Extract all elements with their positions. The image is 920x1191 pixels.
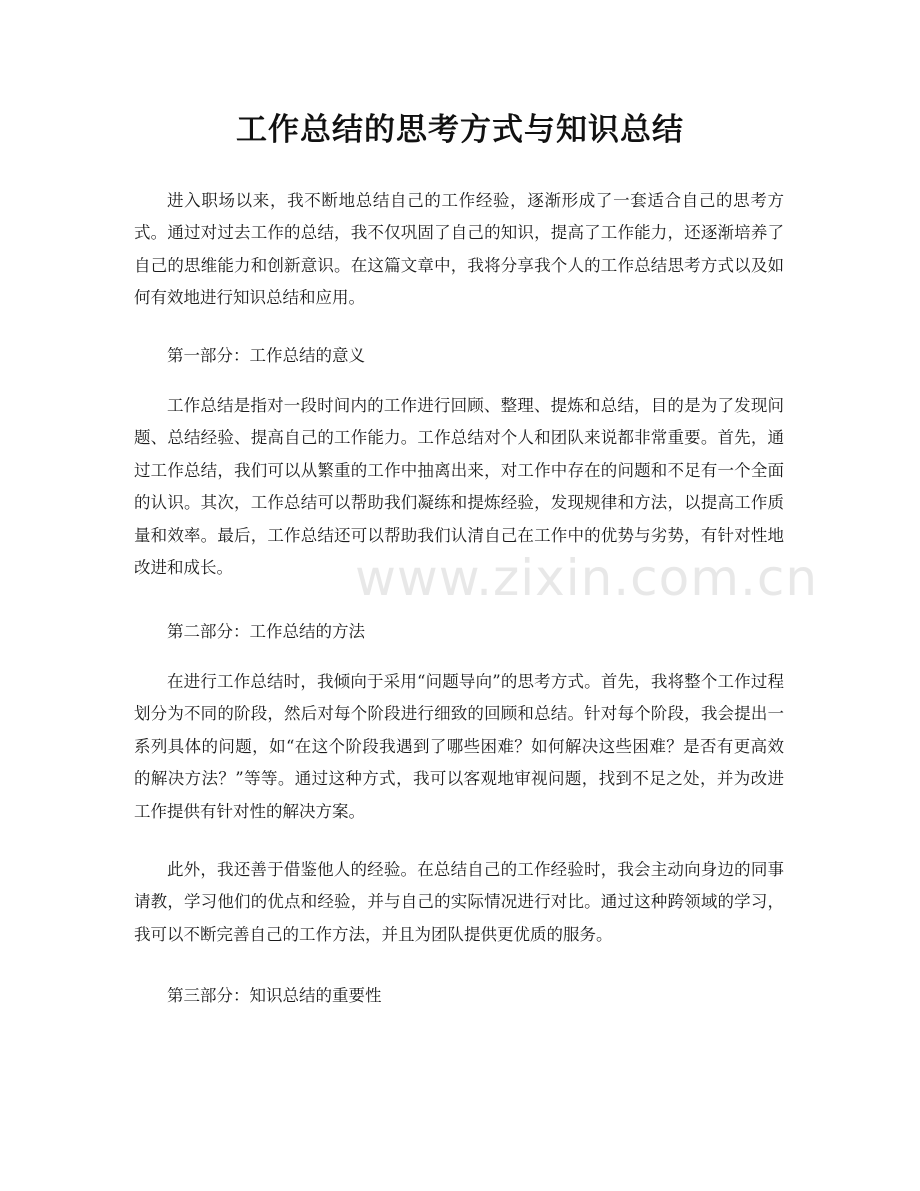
intro-paragraph: 进入职场以来，我不断地总结自己的工作经验，逐渐形成了一套适合自己的思考方式。通过对过去工作的总结，我不仅巩固了自己的知识，提高了工作能力，还逐渐培养了自己的思维能力和创新意识。在这篇文章中，我将分享我个人的工作总结思考方式以及如何有效地进行知识总结和应用。 (134, 191, 784, 308)
section1-heading: 第一部分：工作总结的意义 (167, 346, 365, 365)
document-title: 工作总结的思考方式与知识总结 (236, 112, 684, 148)
section1-paragraph: 工作总结是指对一段时间内的工作进行回顾、整理、提炼和总结，目的是为了发现问题、总结经验、提高自己的工作能力。工作总结对个人和团队来说都非常重要。首先，通过工作总结，我们可以从繁重的工作中抽离出来，对工作中存在的问题和不足有一个全面的认识。其次，工作总结可以帮助我们凝练和提炼经验，发现规律和方法，以提高工作质量和效率。最后，工作总结还可以帮助我们认清自己在工作中的优势与劣势，有针对性地改进和成长。 (134, 396, 784, 578)
section2-heading: 第二部分：工作总结的方法 (167, 622, 365, 641)
watermark-text: www.zixin.com.cn (355, 549, 819, 607)
section2-paragraph-2: 此外，我还善于借鉴他人的经验。在总结自己的工作经验时，我会主动向身边的同事请教，学习他们的优点和经验，并与自己的实际情况进行对比。通过这种跨领域的学习，我可以不断完善自己的工作方法，并且为团队提供更优质的服务。 (134, 860, 784, 944)
section3-heading: 第三部分：知识总结的重要性 (167, 986, 382, 1005)
section2-paragraph-1: 在进行工作总结时，我倾向于采用“问题导向”的思考方式。首先，我将整个工作过程划分为不同的阶段，然后对每个阶段进行细致的回顾和总结。针对每个阶段，我会提出一系列具体的问题，如“在这个阶段我遇到了哪些困难？如何解决这些困难？是否有更高效的解决方法？”等等。通过这种方式，我可以客观地审视问题，找到不足之处，并为改进工作提供有针对性的解决方案。 (134, 672, 784, 821)
